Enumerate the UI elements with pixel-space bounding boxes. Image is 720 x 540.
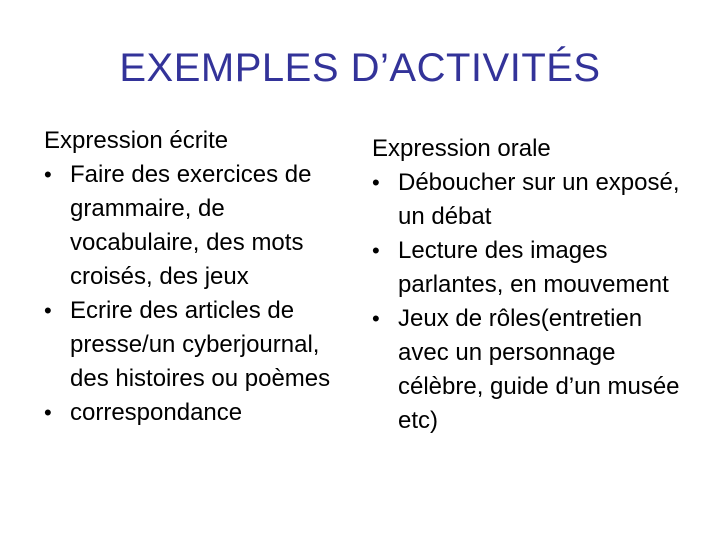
list-item: [44, 294, 344, 396]
bullet-icon: •: [44, 298, 52, 323]
bullet-icon: •: [44, 400, 52, 425]
list-item: [44, 396, 344, 430]
left-column-expression-ecrite: [44, 124, 344, 430]
slide-title: EXEMPLES D’ACTIVITÉS: [119, 46, 601, 90]
right-bullet-list: [372, 166, 682, 438]
list-item: [372, 166, 682, 234]
list-item-text: Jeux de rôles(entretien avec un personnage célèbre, guide d’un musée etc): [398, 305, 680, 434]
bullet-icon: •: [44, 162, 52, 187]
list-item-text: Déboucher sur un exposé, un débat: [398, 169, 680, 230]
bullet-icon: •: [372, 170, 380, 195]
bullet-icon: •: [372, 306, 380, 331]
list-item: [372, 234, 682, 302]
right-column-expression-orale: [372, 132, 682, 438]
list-item: [372, 302, 682, 438]
list-item-text: correspondance: [70, 399, 243, 426]
right-column-heading: Expression orale: [372, 135, 551, 162]
left-column-heading: Expression écrite: [44, 127, 229, 154]
left-bullet-list: [44, 158, 344, 430]
list-item-text: Ecrire des articles de presse/un cyberjournal, des histoires ou poèmes: [70, 297, 331, 392]
list-item-text: Lecture des images parlantes, en mouvement: [398, 237, 669, 298]
bullet-icon: •: [372, 238, 380, 263]
list-item: [44, 158, 344, 294]
list-item-text: Faire des exercices de grammaire, de vocabulaire, des mots croisés, des jeux: [70, 161, 312, 290]
